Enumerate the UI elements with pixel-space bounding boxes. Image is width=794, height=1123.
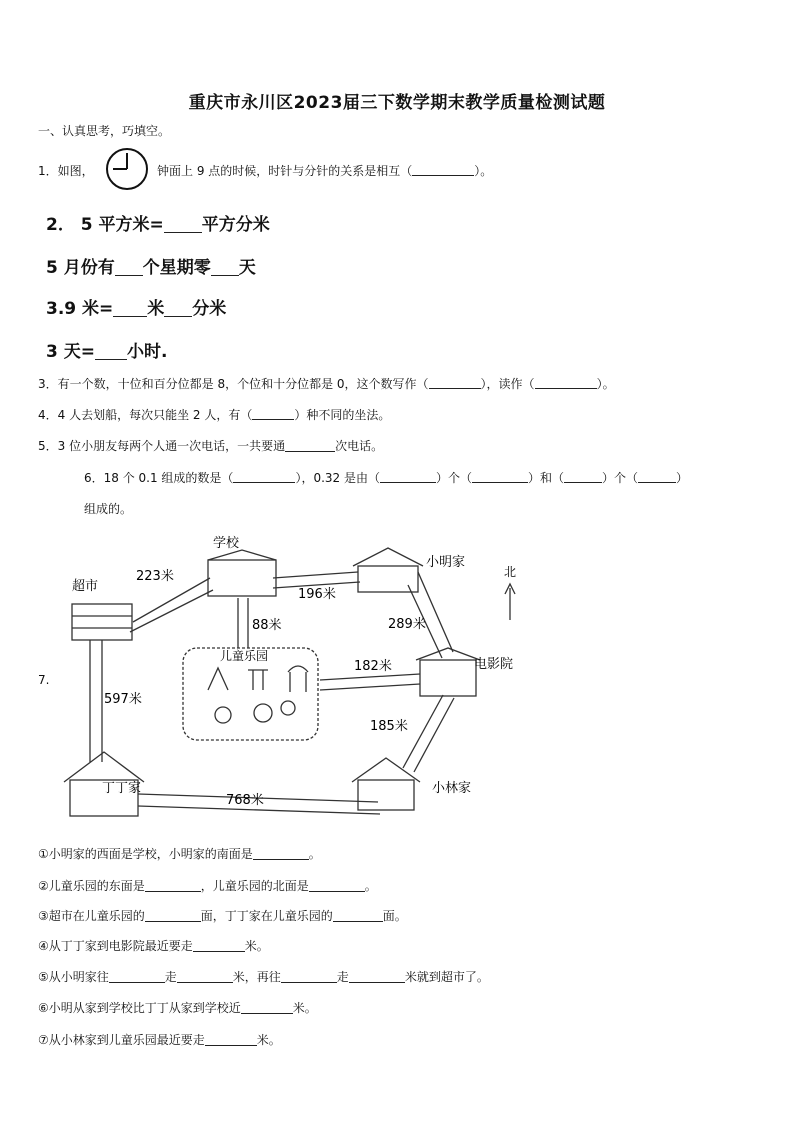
q3-text: ）。 (596, 377, 615, 391)
q6-text: ），0.32 是由（ (295, 471, 380, 485)
answer-blank[interactable] (253, 845, 309, 860)
q6-text: ）个（ (435, 471, 472, 485)
answer-blank[interactable] (429, 376, 481, 389)
label-park: 儿童乐园 (220, 649, 269, 663)
sub-text: ⑦从小林家到儿童乐园最近要走 (38, 1033, 205, 1047)
q6-text: ）个（ (602, 471, 639, 485)
answer-blank[interactable] (205, 1031, 257, 1046)
sub-text: ⑥小明从家到学校比丁丁从家到学校近 (38, 1001, 241, 1015)
dist-dingding-xiaolin: 768米 (226, 793, 264, 808)
question-6 (84, 469, 688, 486)
sub-text: 走 (164, 970, 177, 984)
answer-blank[interactable] (380, 470, 436, 483)
answer-blank[interactable] (115, 257, 143, 276)
label-school: 学校 (212, 536, 240, 551)
q1-prefix: 1．如图， (38, 164, 94, 178)
question-5 (38, 437, 383, 454)
sub-text: 。 (364, 879, 377, 893)
sub-text: 米。 (244, 939, 269, 953)
sub-text: 面。 (382, 909, 407, 923)
section-heading: 一、认真思考，巧填空。 (38, 124, 171, 138)
question-2-line-1 (46, 210, 270, 235)
q7-sub-2 (38, 877, 377, 894)
q6-text: 6．18 个 0.1 组成的数是（ (84, 471, 234, 485)
q1-suffix: ）。 (474, 164, 493, 178)
answer-blank[interactable] (281, 968, 337, 983)
q2-text: 平方分米 (201, 215, 270, 235)
sub-text: 米。 (256, 1033, 281, 1047)
q7-sub-5 (38, 968, 489, 985)
q7-sub-7 (38, 1031, 281, 1048)
answer-blank[interactable] (95, 341, 127, 360)
sub-text: ②儿童乐园的东面是 (38, 879, 145, 893)
answer-blank[interactable] (109, 968, 165, 983)
answer-blank[interactable] (211, 257, 239, 276)
question-2-line-4 (46, 337, 167, 362)
q2-text: 小时. (127, 342, 168, 362)
sub-text: ①小明家的西面是学校，小明家的南面是 (38, 847, 253, 861)
dist-school-xiaoming: 196米 (298, 587, 336, 602)
q7-sub-1 (38, 845, 321, 862)
answer-blank[interactable] (164, 298, 192, 317)
question-2-line-3 (46, 294, 226, 319)
q4-text: 4．4 人去划船，每次只能坐 2 人，有（ (38, 408, 253, 422)
q2-text: 天 (238, 258, 256, 278)
q3-text: 3．有一个数，十位和百分位都是 8，个位和十分位都是 0，这个数写作（ (38, 377, 429, 391)
q5-text: 5．3 位小朋友每两个人通一次电话，一共要通 (38, 439, 286, 453)
q2-text: 2． 5 平方米= (46, 215, 164, 235)
answer-blank[interactable] (233, 470, 295, 483)
answer-blank[interactable] (638, 470, 676, 483)
answer-blank[interactable] (164, 214, 202, 233)
q1-text (157, 162, 492, 179)
dist-cinema-xiaolin: 185米 (370, 719, 408, 734)
q2-text: 米 (147, 299, 165, 319)
q7-sub-3 (38, 907, 407, 924)
sub-text: ③超市在儿童乐园的 (38, 909, 145, 923)
answer-blank[interactable] (145, 877, 201, 892)
q2-text: 3 天= (46, 342, 95, 362)
question-7-number: 7. (38, 673, 50, 687)
answer-blank[interactable] (145, 907, 201, 922)
label-xiaolin: 小林家 (432, 781, 472, 796)
answer-blank[interactable] (333, 907, 383, 922)
north-label: 北 (504, 565, 517, 579)
q2-text: 分米 (192, 299, 227, 319)
question-3 (38, 375, 615, 392)
sub-text: 米就到超市了。 (404, 970, 489, 984)
dist-supermarket-school: 223米 (136, 569, 174, 584)
answer-blank[interactable] (564, 470, 602, 483)
answer-blank[interactable] (113, 298, 147, 317)
sub-text: ，儿童乐园的北面是 (200, 879, 309, 893)
answer-blank[interactable] (535, 376, 597, 389)
q6-text: ）和（ (528, 471, 565, 485)
answer-blank[interactable] (193, 937, 245, 952)
label-xiaoming: 小明家 (426, 555, 466, 570)
question-1 (38, 162, 94, 179)
question-6-end: 组成的。 (84, 502, 133, 516)
sub-text: 。 (308, 847, 321, 861)
sub-text: 米，再往 (232, 970, 281, 984)
q2-text: 3.9 米= (46, 299, 114, 319)
answer-blank[interactable] (241, 999, 293, 1014)
question-2-line-2 (46, 253, 256, 278)
q6-text: ） (676, 471, 689, 485)
clock-icon (104, 146, 150, 192)
label-dingding: 丁丁家 (102, 781, 142, 796)
sub-text: ⑤从小明家往 (38, 970, 109, 984)
answer-blank[interactable] (349, 968, 405, 983)
dist-school-park: 88米 (252, 618, 282, 633)
sub-text: ④从丁丁家到电影院最近要走 (38, 939, 193, 953)
dist-xiaoming-cinema: 289米 (388, 617, 426, 632)
answer-blank[interactable] (309, 877, 365, 892)
q7-sub-4 (38, 937, 269, 954)
q5-text: 次电话。 (335, 439, 384, 453)
sub-text: 面，丁丁家在儿童乐园的 (200, 909, 333, 923)
dist-supermarket-dingding: 597米 (104, 692, 142, 707)
q3-text: ），读作（ (480, 377, 535, 391)
question-4 (38, 406, 390, 423)
q2-text: 个星期零 (142, 258, 211, 278)
route-map (58, 530, 528, 830)
dist-park-cinema: 182米 (354, 659, 392, 674)
q7-sub-6 (38, 999, 317, 1016)
sub-text: 米。 (292, 1001, 317, 1015)
answer-blank[interactable] (285, 437, 335, 452)
answer-blank[interactable] (412, 163, 474, 176)
sub-text: 走 (336, 970, 349, 984)
label-cinema: 电影院 (474, 657, 514, 672)
answer-blank[interactable] (252, 407, 294, 420)
answer-blank[interactable] (177, 968, 233, 983)
q1-body: 钟面上 9 点的时候，时针与分针的关系是相互（ (157, 164, 413, 178)
answer-blank[interactable] (472, 470, 528, 483)
page-title: 重庆市永川区2023届三下数学期末教学质量检测试题 (188, 93, 606, 113)
label-supermarket: 超市 (72, 579, 99, 594)
q4-text: ）种不同的坐法。 (294, 408, 391, 422)
q2-text: 5 月份有 (46, 258, 115, 278)
